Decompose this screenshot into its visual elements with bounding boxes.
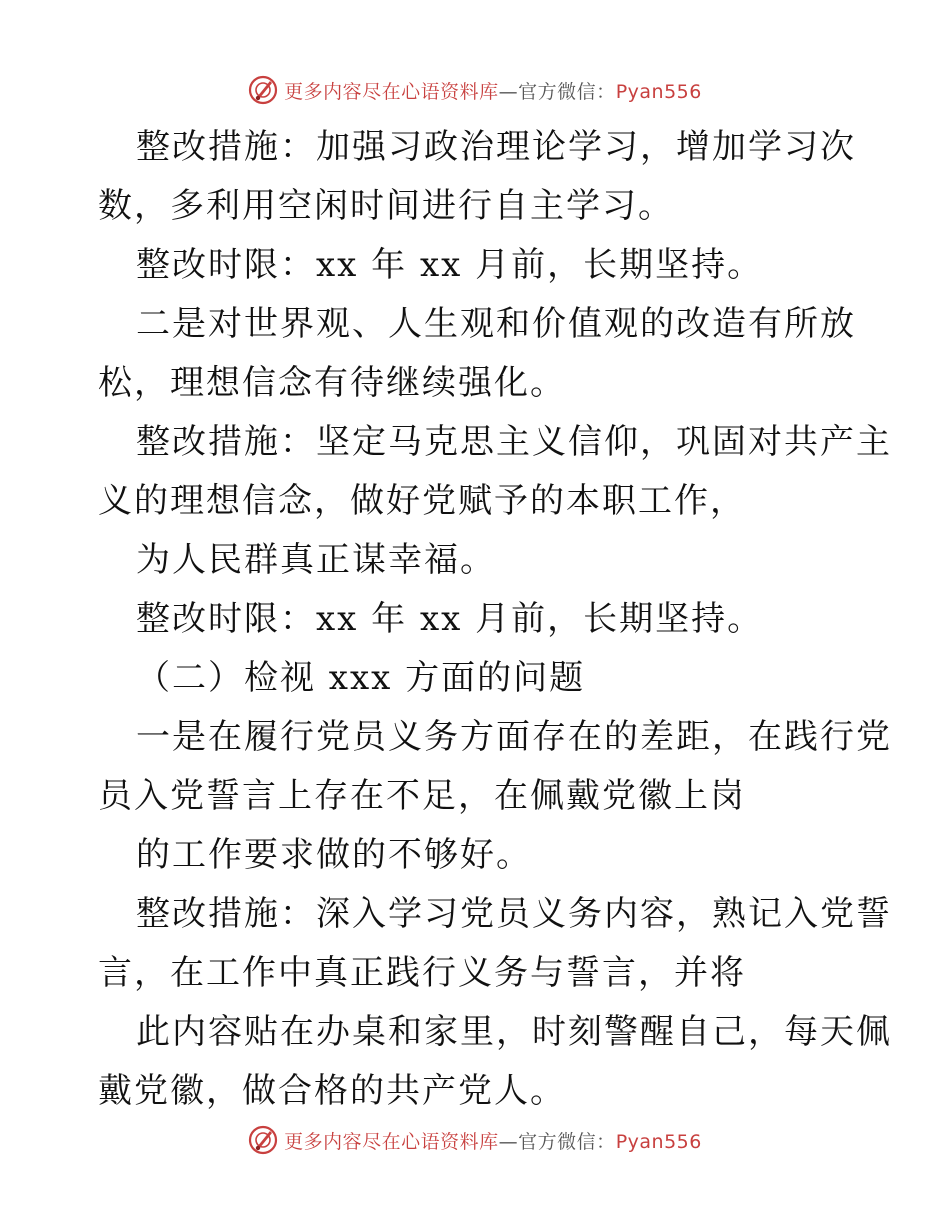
text-line: 义的理想信念，做好党赋予的本职工作， [98,481,746,521]
watermark-text [284,1127,702,1154]
footer-watermark [0,1122,950,1158]
text-line: 整改措施：深入学习党员义务内容，熟记入党誓 [136,894,892,934]
watermark-sub: 官方微信： [518,1130,616,1153]
text-line: 言，在工作中真正践行义务与誓言，并将 [98,953,746,993]
watermark-text [284,77,702,104]
text-line: 为人民群真正谋幸福。 [136,540,496,580]
text-line: 整改时限：xx 年 xx 月前，长期坚持。 [136,599,764,639]
text-line: 二是对世界观、人生观和价值观的改造有所放 [136,304,856,344]
text-line: 此内容贴在办桌和家里，时刻警醒自己，每天佩 [136,1012,892,1052]
text-line: 一是在履行党员义务方面存在的差距，在践行党 [136,717,892,757]
watermark-main: 更多内容尽在心语资料库 [284,80,499,103]
watermark-dash: — [498,1130,519,1153]
text-line: 的工作要求做的不够好。 [136,835,532,875]
text-line: 整改时限：xx 年 xx 月前，长期坚持。 [136,245,764,285]
text-line: 数，多利用空闲时间进行自主学习。 [98,186,674,226]
document-body [98,118,892,1121]
watermark-main: 更多内容尽在心语资料库 [284,1130,499,1153]
text-line: 整改措施：加强习政治理论学习，增加学习次 [136,127,856,167]
watermark-sub: 官方微信： [518,80,616,103]
section-heading: （二）检视 xxx 方面的问题 [136,658,586,698]
brand-logo-icon [248,1125,278,1155]
header-watermark [0,72,950,108]
watermark-id: Pyan556 [615,1130,702,1153]
text-line: 松，理想信念有待继续强化。 [98,363,566,403]
brand-logo-icon [248,75,278,105]
text-line: 员入党誓言上存在不足，在佩戴党徽上岗 [98,776,746,816]
text-line: 戴党徽，做合格的共产党人。 [98,1071,566,1111]
text-line: 整改措施：坚定马克思主义信仰，巩固对共产主 [136,422,892,462]
watermark-id: Pyan556 [615,80,702,103]
watermark-dash: — [498,80,519,103]
